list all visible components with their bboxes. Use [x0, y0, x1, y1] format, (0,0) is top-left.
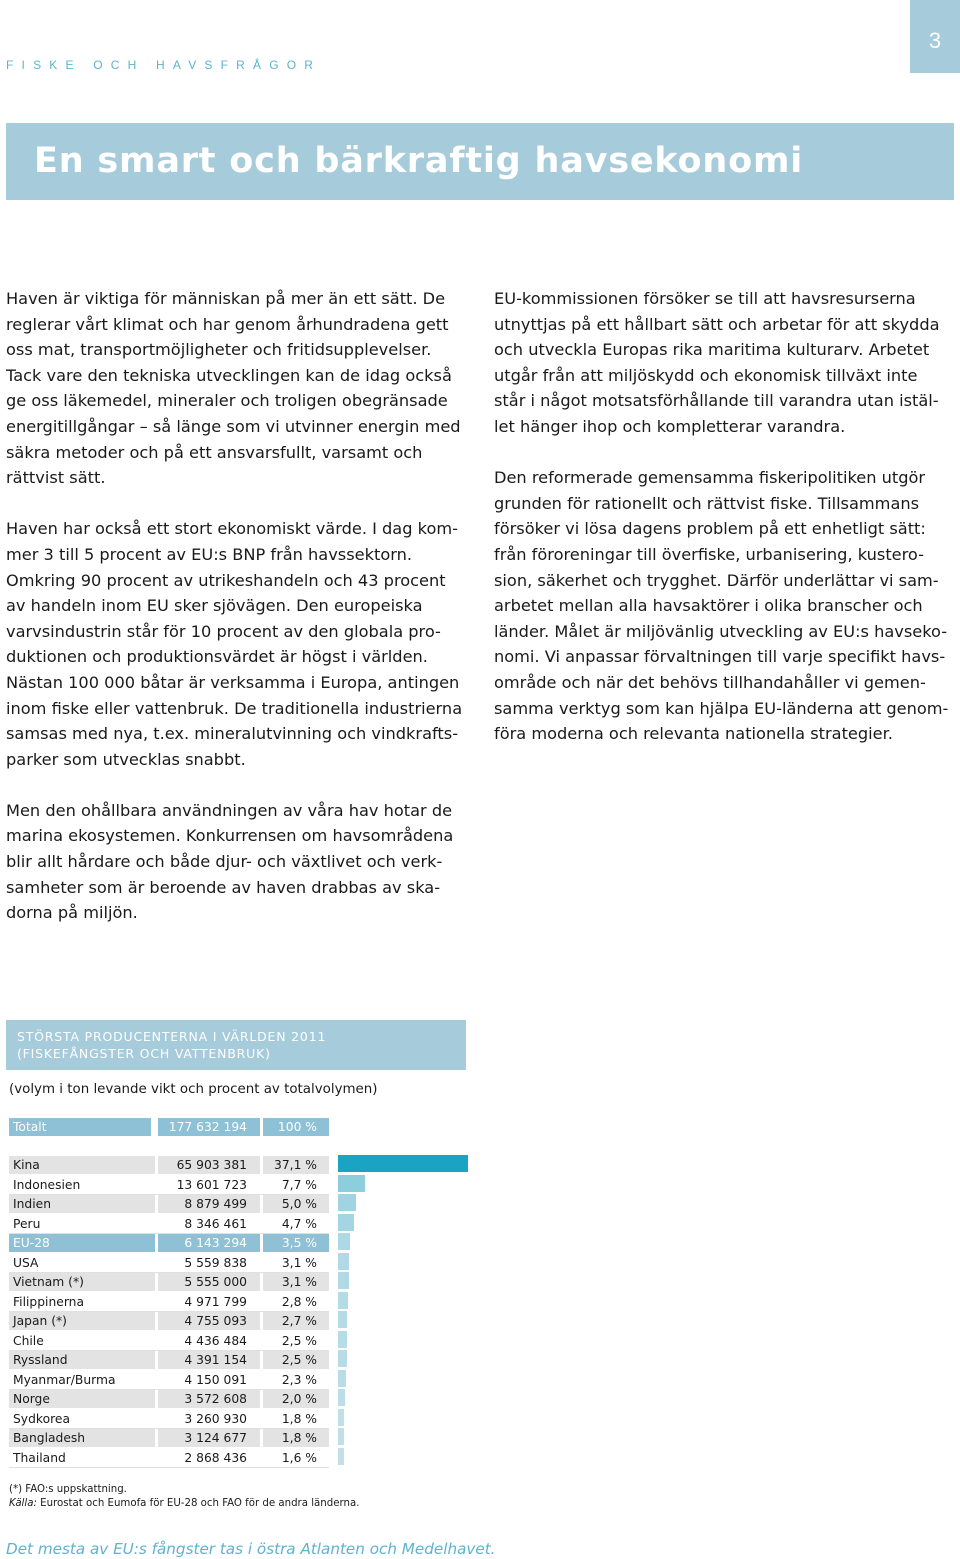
value-cell: 5 555 000 [158, 1273, 260, 1291]
percent-cell: 2,0 % [263, 1390, 329, 1408]
percent-cell: 7,7 % [263, 1176, 329, 1194]
share-bar [338, 1428, 344, 1445]
table-title-sub: (FISKEFÅNGSTER OCH VATTENBRUK) [17, 1046, 271, 1061]
value-cell: 2 868 436 [158, 1449, 260, 1467]
share-bar [338, 1350, 347, 1367]
section-label: FISKE OCH HAVSFRÅGOR [6, 58, 322, 72]
percent-cell: 2,5 % [263, 1351, 329, 1369]
share-bar [338, 1253, 349, 1270]
country-cell: Peru [9, 1215, 155, 1233]
page-number: 3 [928, 27, 942, 53]
percent-cell: 1,8 % [263, 1429, 329, 1447]
page-number-tab [910, 0, 960, 73]
paragraph: Haven har också ett stort ekonomiskt värde. I dag kom- mer 3 till 5 procent av EU:s BNP från havssektorn. Omkring 90 procent av utrikeshandeln och 43 procent av handeln inom EU sker sjövägen. Den europeiska varvsindustrin står för 10 procent av den globala pro- duktionen och produktionsvärdet är högst i världen. Nästan 100 000 båtar är verksamma i Europa, antingen inom fiske eller vattenbruk. De traditionella industrierna samsas med nya, t.ex. mineralutvinning och vindkrafts- parker som utvecklas snabbt. [6, 519, 463, 769]
value-cell: 4 755 093 [158, 1312, 260, 1330]
value-cell: 3 124 677 [158, 1429, 260, 1447]
value-cell: 5 559 838 [158, 1254, 260, 1272]
image-caption: Det mesta av EU:s fångster tas i östra Atlanten och Medelhavet. [6, 1540, 496, 1558]
percent-cell: 2,5 % [263, 1332, 329, 1350]
value-cell: 8 879 499 [158, 1195, 260, 1213]
country-cell: Indonesien [9, 1176, 155, 1194]
value-cell: 4 436 484 [158, 1332, 260, 1350]
percent-cell: 4,7 % [263, 1215, 329, 1233]
right-column [494, 286, 960, 747]
paragraph: EU-kommissionen försöker se till att havsresurserna utnyttjas på ett hållbart sätt och arbetar för att skydda och utveckla Europas rika maritima kulturarv. Arbetet utgår från att miljöskydd och ekonomisk tillväxt inte står i något motsatsförhållande till varandra utan istäl- let hänger ihop och kompletterar varandra. [494, 289, 940, 436]
page-title: En smart och bärkraftig havsekonomi [34, 141, 804, 181]
country-cell: Japan (*) [9, 1312, 155, 1330]
share-bar [338, 1311, 347, 1328]
source-note [9, 1498, 359, 1509]
country-cell: Chile [9, 1332, 155, 1350]
left-column [6, 286, 476, 926]
title-band [6, 123, 954, 200]
country-cell: Indien [9, 1195, 155, 1213]
source-text: Eurostat och Eumofa för EU-28 och FAO för de andra länderna. [36, 1498, 360, 1509]
value-cell: 4 150 091 [158, 1371, 260, 1389]
total-percent: 100 % [263, 1118, 329, 1136]
footnote: (*) FAO:s uppskattning. [9, 1484, 127, 1495]
value-cell: 13 601 723 [158, 1176, 260, 1194]
row-divider [9, 1467, 329, 1468]
percent-cell: 1,6 % [263, 1449, 329, 1467]
value-cell: 4 971 799 [158, 1293, 260, 1311]
country-cell: Ryssland [9, 1351, 155, 1369]
percent-cell: 37,1 % [263, 1156, 329, 1174]
country-cell: USA [9, 1254, 155, 1272]
country-cell: Filippinerna [9, 1293, 155, 1311]
value-cell: 3 260 930 [158, 1410, 260, 1428]
country-cell: Myanmar/Burma [9, 1371, 155, 1389]
share-bar [338, 1370, 346, 1387]
percent-cell: 2,8 % [263, 1293, 329, 1311]
country-cell: Bangladesh [9, 1429, 155, 1447]
country-cell: Vietnam (*) [9, 1273, 155, 1291]
paragraph: Haven är viktiga för människan på mer än ett sätt. De reglerar vårt klimat och har genom århundradena gett oss mat, transportmöjligheter och fritidsupplevelser. Tack vare den tekniska utvecklingen kan de idag också ge oss läkemedel, mineraler och troligen obegränsade energitillgångar – så länge som vi utvinner energin med säkra metoder och på ett ansvarsfullt, varsamt och rättvist sätt. [6, 289, 461, 488]
share-bar [338, 1409, 344, 1426]
table-title-band [6, 1020, 466, 1070]
share-bar [338, 1233, 350, 1250]
country-cell: Norge [9, 1390, 155, 1408]
share-bar [338, 1155, 468, 1172]
value-cell: 8 346 461 [158, 1215, 260, 1233]
table-subtitle: (volym i ton levande vikt och procent av totalvolymen) [9, 1082, 378, 1097]
share-bar [338, 1175, 365, 1192]
percent-cell: 3,5 % [263, 1234, 329, 1252]
country-cell: Kina [9, 1156, 155, 1174]
share-bar [338, 1389, 345, 1406]
share-bar [338, 1448, 344, 1465]
percent-cell: 5,0 % [263, 1195, 329, 1213]
percent-cell: 1,8 % [263, 1410, 329, 1428]
percent-cell: 2,7 % [263, 1312, 329, 1330]
country-cell: Sydkorea [9, 1410, 155, 1428]
share-bar [338, 1292, 348, 1309]
table-title: STÖRSTA PRODUCENTERNA I VÄRLDEN 2011 [17, 1029, 327, 1044]
share-bar [338, 1272, 349, 1289]
source-label: Källa: [9, 1498, 37, 1509]
percent-cell: 2,3 % [263, 1371, 329, 1389]
percent-cell: 3,1 % [263, 1273, 329, 1291]
share-bar [338, 1331, 347, 1348]
country-cell: EU-28 [9, 1234, 155, 1252]
paragraph: Men den ohållbara användningen av våra hav hotar de marina ekosystemen. Konkurrensen om havsområdena blir allt hårdare och både djur- och växtlivet och verk- samheter som är beroende av haven drabbas av ska- dorna på miljön. [6, 800, 454, 923]
total-value: 177 632 194 [158, 1118, 260, 1136]
paragraph: Den reformerade gemensamma fiskeripolitiken utgör grunden för rationellt och rättvist fiske. Tillsammans försöker vi lösa dagens problem på ett enhetligt sätt: från föroreningar till överfiske, urbanisering, kustero- sion, säkerhet och trygghet. Därför underlättar vi sam- arbetet mellan alla havsaktörer i olika branscher och länder. Målet är miljövänlig utveckling av EU:s havseko- nomi. Vi anpassar förvaltningen till varje specifikt havs- område och när det behövs tillhandahåller vi gemen- samma verktyg som kan hjälpa EU-länderna att genom- föra moderna och relevanta nationella strategier. [494, 468, 949, 744]
value-cell: 3 572 608 [158, 1390, 260, 1408]
total-label: Totalt [9, 1118, 151, 1136]
share-bar [338, 1194, 356, 1211]
value-cell: 65 903 381 [158, 1156, 260, 1174]
value-cell: 4 391 154 [158, 1351, 260, 1369]
percent-cell: 3,1 % [263, 1254, 329, 1272]
share-bar [338, 1214, 354, 1231]
value-cell: 6 143 294 [158, 1234, 260, 1252]
country-cell: Thailand [9, 1449, 155, 1467]
